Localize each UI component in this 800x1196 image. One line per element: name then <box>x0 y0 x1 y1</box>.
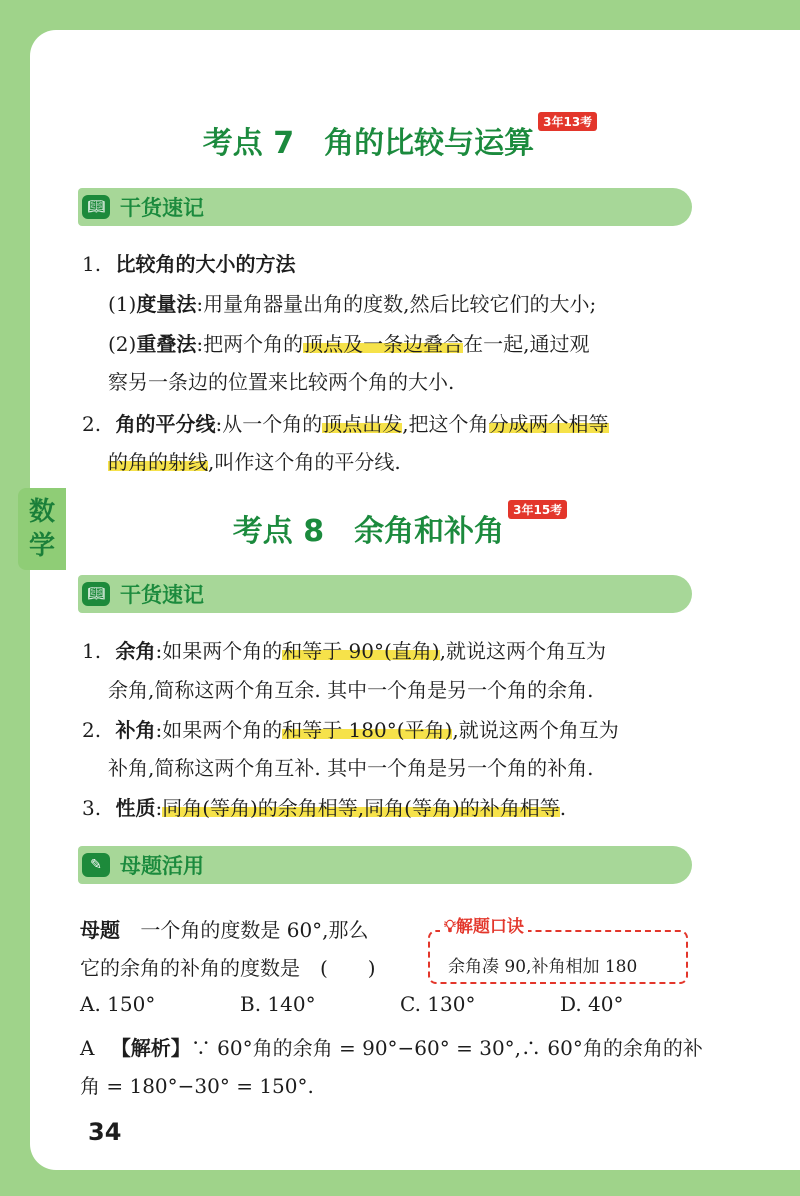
p7-method-2: (2)重叠法:把两个角的顶点及一条边叠合在一起,通过观 <box>108 332 590 356</box>
option-b: B. 140° <box>240 992 316 1016</box>
option-d: D. 40° <box>560 992 624 1016</box>
bar-label: 母题活用 <box>120 854 204 878</box>
frequency-badge: 3年15考 <box>508 500 567 519</box>
p8-item-2-cont: 补角,简称这两个角互补. 其中一个角是另一个角的补角. <box>108 756 594 780</box>
section-8-title: 考点 8 余角和补角3年15考 <box>0 506 800 550</box>
section-7-title: 考点 7 角的比较与运算3年13考 <box>0 118 800 162</box>
p7-item-1: 1. 比较角的大小的方法 <box>82 252 296 276</box>
option-a: A. 150° <box>80 992 156 1016</box>
answer-letter: A <box>80 1036 95 1060</box>
p8-item-2: 2. 补角:如果两个角的和等于 180°(平角),就说这两个角互为 <box>82 718 619 742</box>
p7-method-1: (1)度量法:用量角器量出角的度数,然后比较它们的大小; <box>108 292 597 316</box>
quick-notes-bar <box>78 188 692 226</box>
analysis-line-1: A 【解析】∵ 60°角的余角 = 90°−60° = 30°,∴ 60°角的余角的补 <box>80 1036 703 1060</box>
analysis-line-2: 角 = 180°−30° = 150°. <box>80 1074 314 1098</box>
open-book-icon: 📖︎ <box>82 195 110 219</box>
bar-label: 干货速记 <box>120 196 204 220</box>
analysis-label: 【解析】 <box>110 1036 191 1060</box>
problem-label: 母题 <box>80 918 120 942</box>
notepad-pen-icon: ✎ <box>82 853 110 877</box>
side-tab-char-2: 学 <box>28 531 55 561</box>
p8-item-1: 1. 余角:如果两个角的和等于 90°(直角),就说这两个角互为 <box>82 639 606 663</box>
lightbulb-icon: 💡︎ <box>444 917 456 937</box>
side-tab-char-1: 数 <box>28 497 55 527</box>
p8-item-1-cont: 余角,简称这两个角互余. 其中一个角是另一个角的余角. <box>108 678 594 702</box>
tip-text: 余角凑 90,补角相加 180 <box>448 957 638 977</box>
quick-notes-bar <box>78 575 692 613</box>
open-book-icon: 📖︎ <box>82 582 110 606</box>
p8-item-3: 3. 性质:同角(等角)的余角相等,同角(等角)的补角相等. <box>82 796 567 820</box>
frequency-badge: 3年13考 <box>538 112 597 131</box>
page-number: 34 <box>88 1118 122 1146</box>
problem-line-1: 母题 一个角的度数是 60°,那么 <box>80 918 369 942</box>
p7-item-2: 2. 角的平分线:从一个角的顶点出发,把这个角分成两个相等 <box>82 412 609 436</box>
problem-practice-bar <box>78 846 692 884</box>
problem-line-2: 它的余角的补角的度数是 ( ) <box>80 956 376 980</box>
p7-method-2-cont: 察另一条边的位置来比较两个角的大小. <box>108 370 455 394</box>
bar-label: 干货速记 <box>120 583 204 607</box>
p7-item-2-cont: 的角的射线,叫作这个角的平分线. <box>108 450 401 474</box>
tip-label: 💡︎解题口诀 <box>440 912 528 937</box>
option-c: C. 130° <box>400 992 476 1016</box>
